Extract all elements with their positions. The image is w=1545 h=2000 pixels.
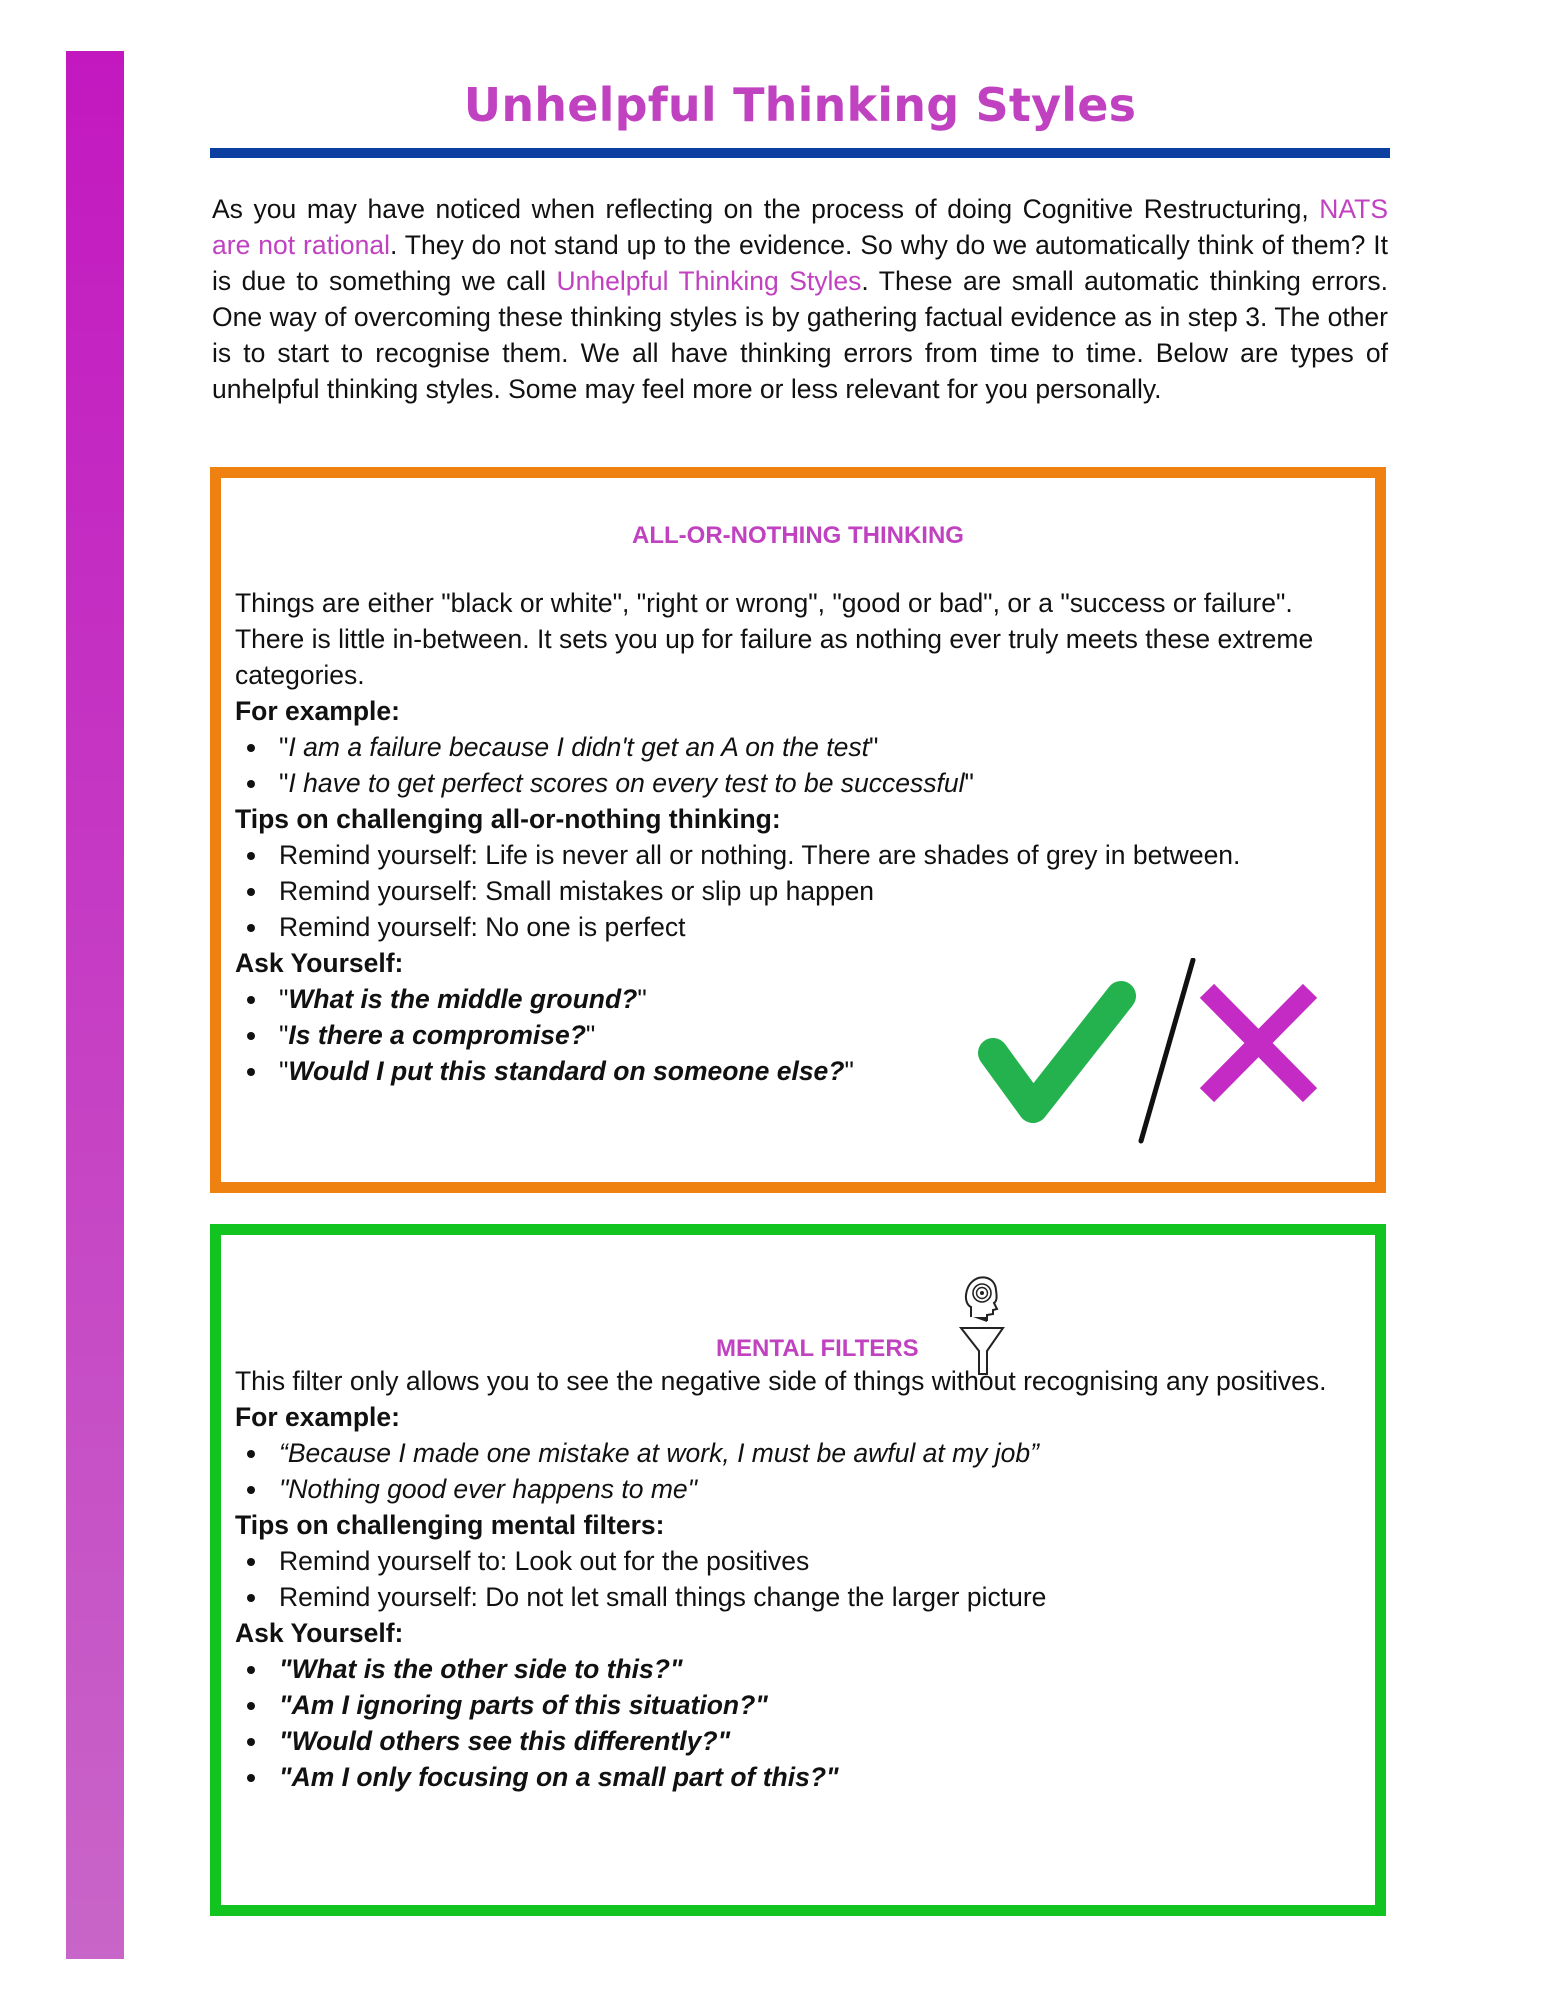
check-cross-illustration	[971, 958, 1321, 1158]
intro-text-3: . These are small automatic thinking errors. One way of overcoming these thinking styles is by gathering factual evidence as in step 3. The other is to start to recognise them. We all have thinking errors from time to time. Below are types of unhelpful thinking styles. Some may feel more or less relevant for you personally.	[212, 266, 1389, 404]
list-item: "Would others see this differently?"	[279, 1723, 1355, 1759]
all-or-nothing-description: Things are either "black or white", "right or wrong", "good or bad", or a "success or failure". There is little in-between. It sets you up for failure as nothing ever truly meets these extreme categories.	[235, 588, 1314, 690]
list-item: "What is the middle ground?"	[279, 981, 1355, 1017]
list-item: Remind yourself: No one is perfect	[279, 909, 1355, 945]
list-item: "Am I only focusing on a small part of this?"	[279, 1759, 1355, 1795]
list-item: "I am a failure because I didn't get an A on the test"	[279, 729, 1355, 765]
all-or-nothing-ask-label: Ask Yourself:	[235, 948, 404, 978]
all-or-nothing-tips	[235, 837, 1355, 945]
list-item: Remind yourself: Life is never all or nothing. There are shades of grey in between.	[279, 837, 1355, 873]
list-item: "Would I put this standard on someone else?"	[279, 1053, 1355, 1089]
all-or-nothing-example-label: For example:	[235, 696, 400, 726]
mental-filters-tips	[235, 1543, 1355, 1615]
list-item: "Is there a compromise?"	[279, 1017, 1355, 1053]
list-item: "What is the other side to this?"	[279, 1651, 1355, 1687]
slash-icon	[1141, 960, 1193, 1141]
check-icon	[993, 996, 1121, 1108]
list-item: “Because I made one mistake at work, I must be awful at my job”	[279, 1435, 1355, 1471]
intro-text-2: . They do not stand up to the evidence. So why do we automatically think of them? It is due to something we call	[212, 230, 1389, 296]
all-or-nothing-examples	[235, 729, 1355, 801]
list-item: "I have to get perfect scores on every test to be successful"	[279, 765, 1355, 801]
intro-paragraph	[212, 191, 1388, 407]
side-accent-bar	[66, 51, 124, 1959]
list-item: Remind yourself to: Look out for the positives	[279, 1543, 1355, 1579]
intro-highlight-styles: Unhelpful Thinking Styles	[556, 266, 862, 296]
mental-filters-tips-label: Tips on challenging mental filters:	[235, 1510, 665, 1540]
list-item: Remind yourself: Small mistakes or slip up happen	[279, 873, 1355, 909]
list-item: "Am I ignoring parts of this situation?"	[279, 1687, 1355, 1723]
intro-highlight-nats: NATS are not rational	[212, 194, 1388, 260]
all-or-nothing-heading: ALL-OR-NOTHING THINKING	[632, 522, 964, 549]
mental-filters-ask	[235, 1651, 1355, 1795]
mental-filters-heading: MENTAL FILTERS	[716, 1335, 919, 1362]
all-or-nothing-tips-label: Tips on challenging all-or-nothing thinking:	[235, 804, 781, 834]
all-or-nothing-card	[210, 467, 1386, 1193]
mental-filters-ask-label: Ask Yourself:	[235, 1618, 404, 1648]
intro-text-1: As you may have noticed when reflecting on the process of doing Cognitive Restructuring,	[212, 194, 1320, 224]
mental-filters-card	[210, 1224, 1386, 1916]
list-item: "Nothing good ever happens to me"	[279, 1471, 1355, 1507]
mental-filters-example-label: For example:	[235, 1402, 400, 1432]
mental-filters-description: This filter only allows you to see the negative side of things without recognising any positives.	[235, 1366, 1327, 1396]
mental-filters-examples	[235, 1435, 1355, 1507]
title-divider	[210, 148, 1390, 158]
mental-filters-body	[235, 1363, 1355, 1795]
page-title: Unhelpful Thinking Styles	[463, 78, 1137, 132]
list-item: Remind yourself: Do not let small things change the larger picture	[279, 1579, 1355, 1615]
